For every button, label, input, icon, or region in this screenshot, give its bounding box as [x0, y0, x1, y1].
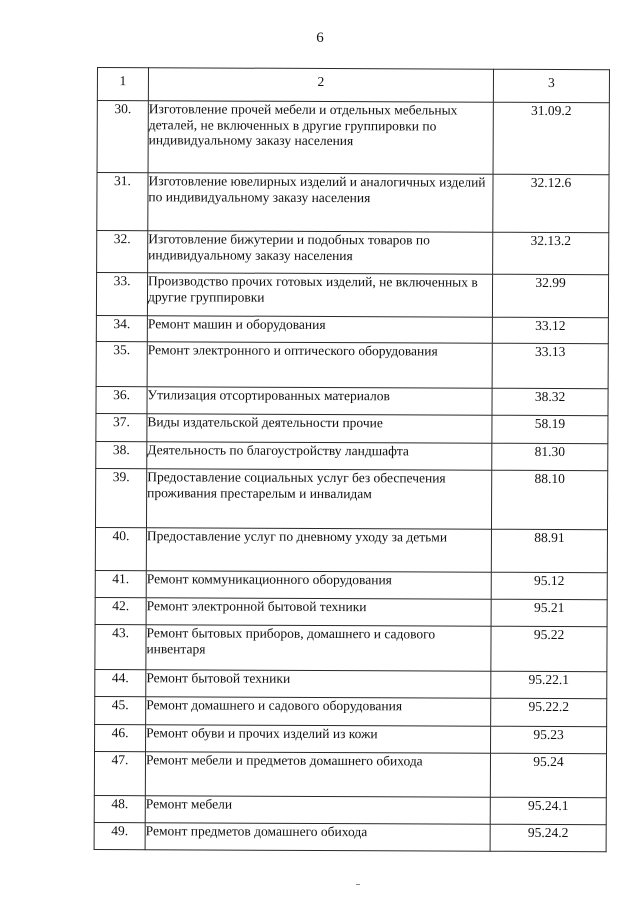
row-activity-name: Изготовление бижутерии и подобных товаров по индивидуальному заказу населения [148, 231, 493, 275]
okved-table [94, 67, 610, 852]
row-number: 42. [95, 597, 146, 624]
row-number: 31. [97, 173, 148, 231]
row-activity-code: 33.13 [492, 343, 608, 389]
table-row [95, 570, 607, 599]
row-activity-code: 95.21 [491, 599, 607, 627]
header-col-1: 1 [97, 68, 148, 101]
table-row [95, 724, 607, 753]
header-col-3: 3 [493, 69, 609, 103]
row-activity-name: Ремонт коммуникационного оборудования [146, 571, 491, 600]
row-activity-name: Изготовление ювелирных изделий и аналогичных изделий по индивидуальному заказу населения [148, 173, 493, 233]
scan-speck [356, 884, 360, 885]
row-activity-name: Ремонт домашнего и садового оборудования [146, 697, 491, 727]
row-activity-name: Ремонт обуви и прочих изделий из кожи [146, 725, 491, 754]
row-activity-code: 38.32 [492, 388, 608, 416]
table-row [96, 315, 608, 343]
row-activity-name: Ремонт электронной бытовой техники [146, 598, 491, 627]
row-activity-code: 95.22.1 [491, 671, 607, 699]
row-activity-name: Ремонт мебели [145, 796, 490, 825]
row-activity-code: 81.30 [492, 443, 608, 471]
row-number: 49. [94, 822, 145, 849]
row-activity-code: 95.24.1 [490, 797, 606, 825]
row-number: 33. [96, 273, 147, 316]
table-row [97, 101, 609, 175]
row-activity-name: Деятельность по благоустройству ландшафта [147, 442, 492, 471]
row-number: 43. [95, 624, 146, 669]
row-activity-code: 32.99 [492, 274, 608, 318]
row-activity-name: Утилизация отсортированных материалов [147, 387, 492, 416]
row-activity-code: 95.24.2 [490, 824, 606, 852]
row-number: 37. [96, 413, 147, 441]
table-row [97, 173, 609, 233]
row-number: 44. [95, 669, 146, 696]
row-activity-name: Виды издательской деятельности прочие [147, 414, 492, 444]
row-activity-name: Ремонт машин и оборудования [147, 316, 492, 344]
table-row [96, 341, 608, 388]
row-activity-code: 32.12.6 [493, 174, 609, 233]
row-number: 35. [96, 341, 147, 386]
row-activity-code: 95.22.2 [491, 698, 607, 727]
row-number: 48. [94, 795, 145, 822]
row-activity-name: Ремонт бытовой техники [146, 670, 491, 699]
table-row [96, 441, 608, 470]
table-row [96, 386, 608, 415]
row-activity-name: Изготовление прочей мебели и отдельных мебельных деталей, не включенных в другие группировки по индивидуальному заказу населения [148, 101, 493, 175]
row-number: 30. [97, 101, 148, 173]
table-row [95, 527, 607, 572]
row-number: 39. [95, 468, 146, 527]
row-activity-code: 31.09.2 [493, 102, 609, 175]
row-number: 32. [97, 231, 148, 273]
row-number: 36. [96, 386, 147, 413]
table-row [95, 624, 607, 671]
table-row [95, 696, 607, 726]
row-number: 45. [95, 696, 146, 724]
row-activity-name: Ремонт бытовых приборов, домашнего и садового инвентаря [146, 625, 491, 672]
row-activity-code: 32.13.2 [493, 232, 609, 275]
row-activity-code: 88.91 [491, 529, 607, 573]
table-row [96, 413, 608, 443]
table-row [94, 822, 606, 851]
row-activity-code: 58.19 [492, 415, 608, 444]
row-activity-code: 95.24 [490, 753, 606, 798]
table-row [95, 669, 607, 698]
row-activity-name: Ремонт мебели и предметов домашнего обихода [145, 752, 490, 798]
table-row [94, 795, 606, 824]
table-row [94, 751, 606, 797]
row-activity-name: Ремонт электронного и оптического оборудования [147, 342, 492, 389]
row-activity-name: Предоставление социальных услуг без обеспечения проживания престарелым и инвалидам [146, 469, 491, 530]
row-activity-name: Предоставление услуг по дневному уходу за детьми [146, 528, 491, 573]
row-activity-code: 33.12 [492, 317, 608, 344]
row-activity-code: 95.22 [491, 626, 607, 672]
row-activity-code: 95.23 [491, 726, 607, 754]
row-activity-code: 95.12 [491, 572, 607, 600]
table-row [95, 597, 607, 626]
header-col-2: 2 [148, 68, 493, 103]
page-number: 6 [316, 30, 324, 46]
row-activity-name: Ремонт предметов домашнего обихода [145, 823, 490, 852]
row-number: 47. [94, 751, 145, 795]
row-number: 41. [95, 570, 146, 597]
row-activity-name: Производство прочих готовых изделий, не включенных в другие группировки [147, 273, 492, 318]
row-number: 34. [96, 315, 147, 341]
row-number: 40. [95, 527, 146, 570]
row-number: 46. [95, 724, 146, 751]
table-row [96, 273, 608, 318]
table-row [95, 468, 607, 529]
table-header-row [97, 68, 609, 103]
row-number: 38. [96, 441, 147, 468]
row-activity-code: 88.10 [491, 470, 607, 530]
table-row [97, 231, 609, 275]
